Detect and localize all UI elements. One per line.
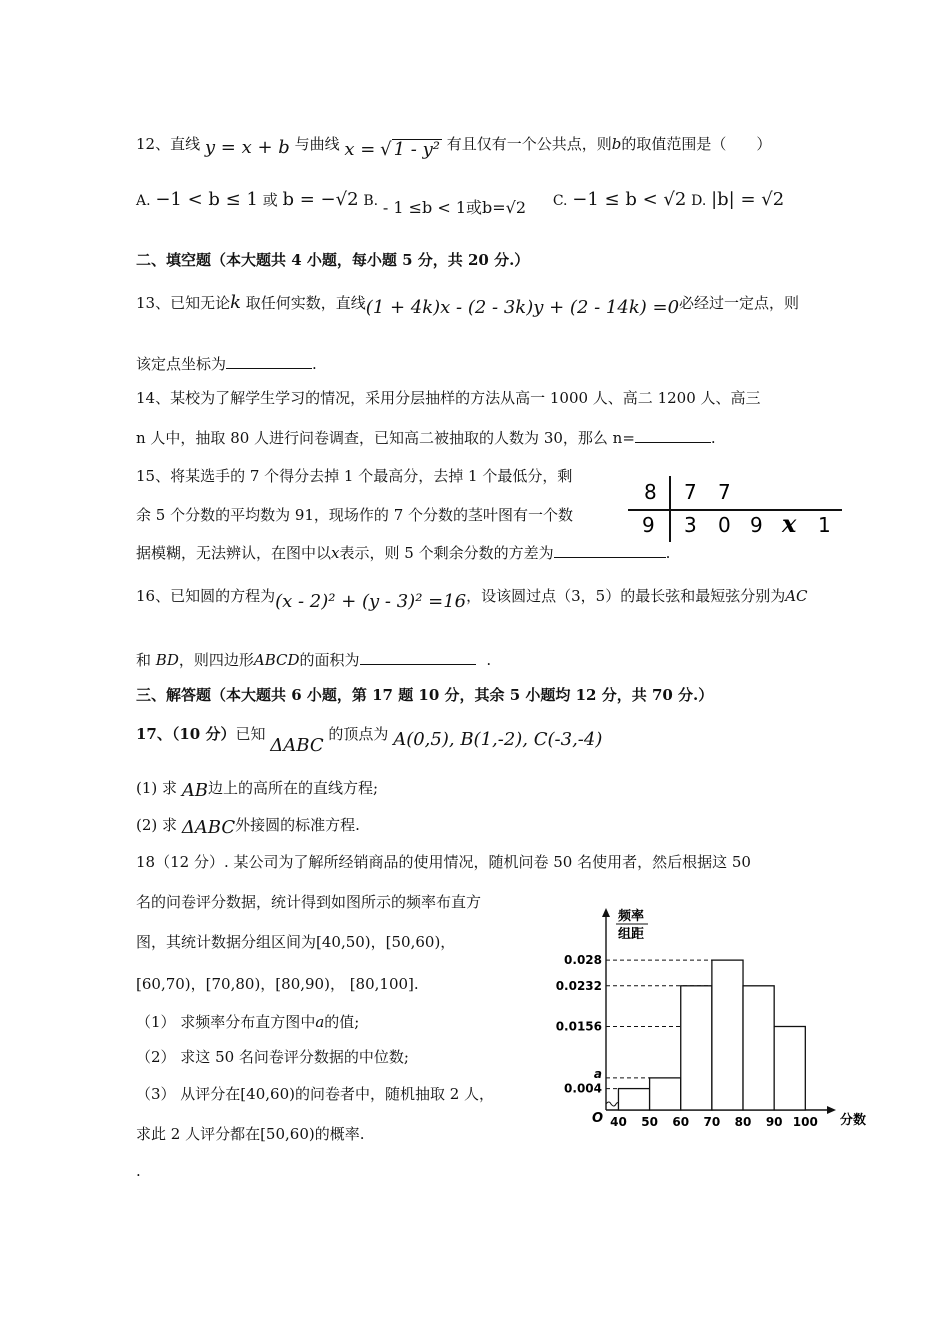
histogram-bar <box>743 986 774 1110</box>
y-tick-label: 0.028 <box>564 953 602 968</box>
q16-line2 <box>136 650 491 671</box>
histogram-bar <box>774 1026 805 1110</box>
q14-answer-blank[interactable] <box>635 428 711 443</box>
q14-line2 <box>136 428 716 449</box>
y-tick-label: a <box>593 1066 602 1081</box>
q12-options <box>136 188 785 217</box>
q13-stem-b: 取任何实数，直线 <box>241 294 366 312</box>
x-tick-label: 40 <box>610 1115 627 1129</box>
leaf-9-4: 1 <box>818 513 831 537</box>
q12-option-b-expr: - 1 ≤b < 1或b=√2 <box>382 198 527 217</box>
q13-line2-end: . <box>312 355 317 373</box>
q15-line3 <box>136 543 670 564</box>
q17-points: A(0,5), B(1,-2), C(-3,-4) <box>393 729 603 750</box>
leaf-9-1: 3 <box>684 513 697 537</box>
q15-line3-end: . <box>665 544 671 562</box>
q12-curve-radicand: 1 - y² <box>393 139 440 160</box>
frequency-histogram <box>555 900 867 1140</box>
q12-stem-d: 的取值范围是（ ） <box>621 135 772 153</box>
x-tick-label: 60 <box>672 1115 690 1129</box>
y-axis-label-numerator: 频率 <box>618 909 645 924</box>
q12-stem-c: 有且仅有一个公共点，则 <box>446 135 612 153</box>
q18-part2: （2） 求这 50 名问卷评分数据的中位数; <box>136 1048 409 1066</box>
leaf-9-2: 0 <box>718 513 731 537</box>
x-tick-label: 90 <box>765 1115 783 1129</box>
q12-option-c-label: C. <box>552 193 568 209</box>
histogram-bar <box>681 986 712 1110</box>
q16-var-bd: BD <box>155 651 179 669</box>
y-axis-label-denominator: 组距 <box>618 927 645 942</box>
leaf-9-x: x <box>782 509 797 538</box>
q14-line1: 14、某校为了解学生学习的情况，采用分层抽样的方法从高一 1000 人、高二 1200 人、高三 <box>136 389 761 407</box>
q17-stem <box>136 722 603 756</box>
q13-line2 <box>136 354 317 375</box>
q17-triangle: ΔABC <box>270 735 324 756</box>
q16-line2-a: 和 <box>136 651 152 669</box>
y-tick-label: 0.0156 <box>555 1019 602 1034</box>
q12-curve-lhs: x = <box>344 139 376 160</box>
y-tick-label: 0.0232 <box>555 978 602 993</box>
x-tick-label: 80 <box>734 1115 752 1129</box>
q17-part1-var: AB <box>181 780 209 801</box>
q12-stem <box>136 132 772 160</box>
origin-label: O <box>592 1111 604 1126</box>
stem-leaf-plot <box>628 476 842 544</box>
histogram-bar <box>650 1078 681 1110</box>
x-axis-label: 分数 <box>840 1113 867 1128</box>
q13-answer-blank[interactable] <box>226 354 312 369</box>
q15-line3-var: x <box>331 544 340 562</box>
q15-answer-blank[interactable] <box>554 543 666 558</box>
q17-part1 <box>136 776 378 799</box>
q12-option-d-expr: |b| = √2 <box>711 189 785 210</box>
q16-line2-c: 的面积为 <box>299 651 360 669</box>
q18-line1: 18（12 分）. 某公司为了解所经销商品的使用情况，随机问卷 50 名使用者，然后根据这 50 <box>136 853 751 871</box>
q12-line-expr: y = x + b <box>204 137 290 158</box>
q17-part1-b: 边上的高所在的直线方程; <box>208 779 379 797</box>
y-axis-arrow <box>602 908 610 917</box>
x-tick-label: 50 <box>641 1115 658 1129</box>
stem-8: 8 <box>644 480 657 504</box>
q16-line2-end: . <box>486 651 492 669</box>
histogram-bar <box>712 960 743 1110</box>
section-3-title: 三、解答题（本大题共 6 小题，第 17 题 10 分，其余 5 小题均 12 分，共 70 分.） <box>136 686 714 704</box>
q18-part3: （3） 从评分在[40,60)的问卷者中，随机抽取 2 人， <box>136 1085 495 1103</box>
q14-line2-end: . <box>710 429 716 447</box>
q12-option-c-expr: −1 ≤ b < √2 <box>572 189 687 210</box>
q13-line2-text: 该定点坐标为 <box>136 355 227 373</box>
q17-part2-b: 外接圆的标准方程. <box>235 816 360 834</box>
q18-line4: [60,70)，[70,80)，[80,90)， [80,100]. <box>136 975 419 993</box>
stem-9: 9 <box>642 513 655 537</box>
q16-var-abcd: ABCD <box>253 651 300 669</box>
q12-option-a-expr: −1 < b ≤ 1 <box>155 189 258 210</box>
q16-circle-expr: (x - 2)² + (y - 3)² =16 <box>275 591 467 612</box>
q13-line-expr: (1 + 4k)x - (2 - 3k)y + (2 - 14k) =0 <box>365 297 680 318</box>
q17-head: 17、（10 分） <box>136 725 236 743</box>
q13-stem <box>136 291 800 318</box>
q18-line3: 图，其统计数据分组区间为[40,50)，[50,60)， <box>136 933 456 951</box>
q17-part2-a: (2) 求 <box>136 816 178 834</box>
q13-stem-a: 13、已知无论 <box>136 294 231 312</box>
q16-answer-blank[interactable] <box>360 650 476 665</box>
q12-option-a-label: A. <box>136 193 151 209</box>
q18-part1-var: a <box>315 1013 325 1031</box>
x-axis-arrow <box>827 1106 836 1114</box>
q12-stem-b: 与曲线 <box>294 135 340 153</box>
q18-part1 <box>136 1013 359 1033</box>
q16-stem <box>136 584 808 612</box>
q18-part4: 求此 2 人评分都在[50,60)的概率. <box>136 1125 365 1143</box>
q17-part2 <box>136 813 360 836</box>
q16-var-ac: AC <box>785 587 808 605</box>
q13-stem-c: 必经过一定点，则 <box>679 294 800 312</box>
q12-option-a-expr2: b = −√2 <box>282 189 359 210</box>
q12-stem-var: b <box>611 135 622 153</box>
q18-trailing-dot: . <box>136 1162 141 1180</box>
q18-line2: 名的问卷评分数据，统计得到如图所示的频率布直方 <box>136 893 482 911</box>
q17-part2-var: ΔABC <box>181 817 236 838</box>
q15-line3-a: 据模糊，无法辨认，在图中以 <box>136 544 332 562</box>
q12-option-d-label: D. <box>691 193 707 209</box>
x-tick-label: 70 <box>703 1115 721 1129</box>
q16-line2-b: ，则四边形 <box>178 651 254 669</box>
q12-option-a-or: 或 <box>262 191 278 209</box>
q17-stem-b: 的顶点为 <box>328 725 389 743</box>
q12-sqrt-sign: √ <box>380 139 392 160</box>
q12-stem-a: 12、直线 <box>136 135 201 153</box>
q16-stem-a: 16、已知圆的方程为 <box>136 587 276 605</box>
q15-line1: 15、将某选手的 7 个得分去掉 1 个最高分，去掉 1 个最低分，剩 <box>136 467 573 485</box>
q17-part1-a: (1) 求 <box>136 779 178 797</box>
section-2-title: 二、填空题（本大题共 4 小题，每小题 5 分，共 20 分.） <box>136 251 530 269</box>
q14-line2-text: n 人中，抽取 80 人进行问卷调查，已知高二被抽取的人数为 30，那么 n= <box>136 429 635 447</box>
q15-line2: 余 5 个分数的平均数为 91，现场作的 7 个分数的茎叶图有一个数 <box>136 506 574 524</box>
q13-var-k: k <box>230 292 242 313</box>
q12-option-b-label: B. <box>363 193 379 209</box>
leaf-9-3: 9 <box>750 513 763 537</box>
leaf-8-2: 7 <box>718 480 731 504</box>
q18-part1-b: 的值; <box>324 1013 360 1031</box>
histogram-bar <box>618 1089 649 1110</box>
q16-stem-b: ，设该圆过点（3，5）的最长弦和最短弦分别为 <box>466 587 786 605</box>
q15-line3-b: 表示，则 5 个剩余分数的方差为 <box>339 544 554 562</box>
x-tick-label: 100 <box>792 1115 818 1129</box>
y-tick-label: 0.004 <box>564 1081 602 1096</box>
q17-stem-a: 已知 <box>235 725 266 743</box>
q18-part1-a: （1） 求频率分布直方图中 <box>136 1013 316 1031</box>
leaf-8-1: 7 <box>684 480 697 504</box>
